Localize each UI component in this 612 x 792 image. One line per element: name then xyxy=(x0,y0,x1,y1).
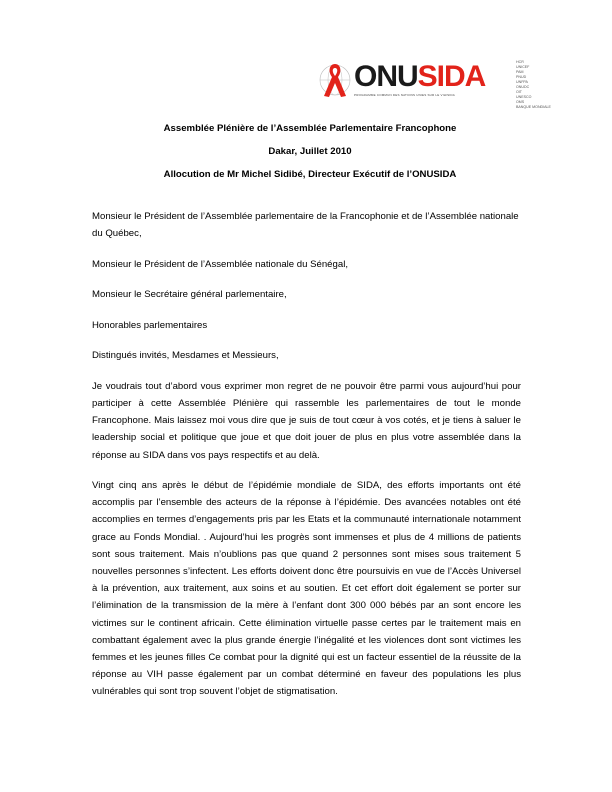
brand-suffix: SIDA xyxy=(417,60,486,93)
body-paragraph: Je voudrais tout d’abord vous exprimer mon regret de ne pouvoir être parmi vous aujourd’hui pour participer à cette Assemblée Plénière qui rassemble les parlementaires de tout le monde Francophone. Mais laissez moi vous dire que je suis de tout cœur à vos cotés, et je tiens à saluer le leadership social et politique que joue et que doit jouer de plus en plus votre assemblée dans la réponse au SIDA dans vos pays respectifs et au delà. xyxy=(92,380,521,461)
cosponsor-list xyxy=(516,60,556,110)
event-title: Assemblée Plénière de l’Assemblée Parlementaire Francophone xyxy=(163,123,457,134)
brand-wordmark xyxy=(354,61,485,93)
cosponsor-item: UNESCO xyxy=(516,95,532,99)
cosponsor-item: PNUD xyxy=(516,75,527,79)
salutation-paragraph: Monsieur le Président de l’Assemblée parlementaire de la Francophonie et de l’Assemblée nationale du Québec, xyxy=(92,211,519,240)
salutation-paragraph: Honorables parlementaires xyxy=(92,319,208,331)
cosponsor-item: BANQUE MONDIALE xyxy=(516,105,551,109)
salutation-paragraph: Monsieur le Président de l’Assemblée nationale du Sénégal, xyxy=(92,258,348,270)
body-paragraph: Vingt cinq ans après le début de l’épidémie mondiale de SIDA, des efforts importants ont été accomplis par l’ensemble des acteurs de la réponse à l’épidémie. Des avancées notables ont été accomplies en termes d’engagements pris par les Etats et la communauté internationale notamment grace au Fonds Mondial. . Aujourd’hui les progrès sont immenses et plus de 4 millions de patients sont sous traitement. Mais n’oublions pas que quand 2 personnes sont mises sous traitement 5 nouvelles personnes s’infectent. Les efforts doivent donc être poursuivis en vue de l’Accès Universel à la prévention, aux traitement, aux soins et au soutien. Et cet effort doit également se porter sur l’élimination de la transmission de la mère à l’enfant dont 300 000 bébés par an sont encore les victimes sur le continent africain. Cette élimination virtuelle passe certes par le traitement mais en combattant également avec la plus grande énergie l’inégalité et les violences dont sont victimes les femmes et les jeunes filles Ce combat pour la dignité qui est un facteur essentiel de la réussite de la réponse au VIH passe également par un combat déterminé en faveur des populations les plus vulnérables qui sont trop souvent l’objet de stigmatisation. xyxy=(92,480,521,698)
event-date: Dakar, Juillet 2010 xyxy=(268,146,352,157)
cosponsor-item: ONUDC xyxy=(516,85,530,89)
salutation-paragraph: Monsieur le Secrétaire général parlementaire, xyxy=(92,289,287,301)
brand-tagline: PROGRAMME COMMUN DES NATIONS UNIES SUR LE VIH/SIDA xyxy=(354,93,455,97)
speech-body xyxy=(92,208,521,714)
red-ribbon-icon xyxy=(318,58,352,102)
brand-prefix: ONU xyxy=(354,60,418,93)
onusida-logo xyxy=(318,58,551,109)
speech-title: Allocution de Mr Michel Sidibé, Directeur Exécutif de l’ONUSIDA xyxy=(163,169,457,180)
cosponsor-item: UNICEF xyxy=(516,65,530,69)
cosponsor-item: OIT xyxy=(516,90,522,94)
cosponsor-item: UNFPA xyxy=(516,80,528,84)
salutation-paragraph: Distingués invités, Mesdames et Messieurs, xyxy=(92,350,279,362)
cosponsor-item: PAM xyxy=(516,70,524,74)
cosponsor-item: OMS xyxy=(516,100,525,104)
title-block xyxy=(60,123,560,192)
cosponsor-item: HCR xyxy=(516,60,524,64)
